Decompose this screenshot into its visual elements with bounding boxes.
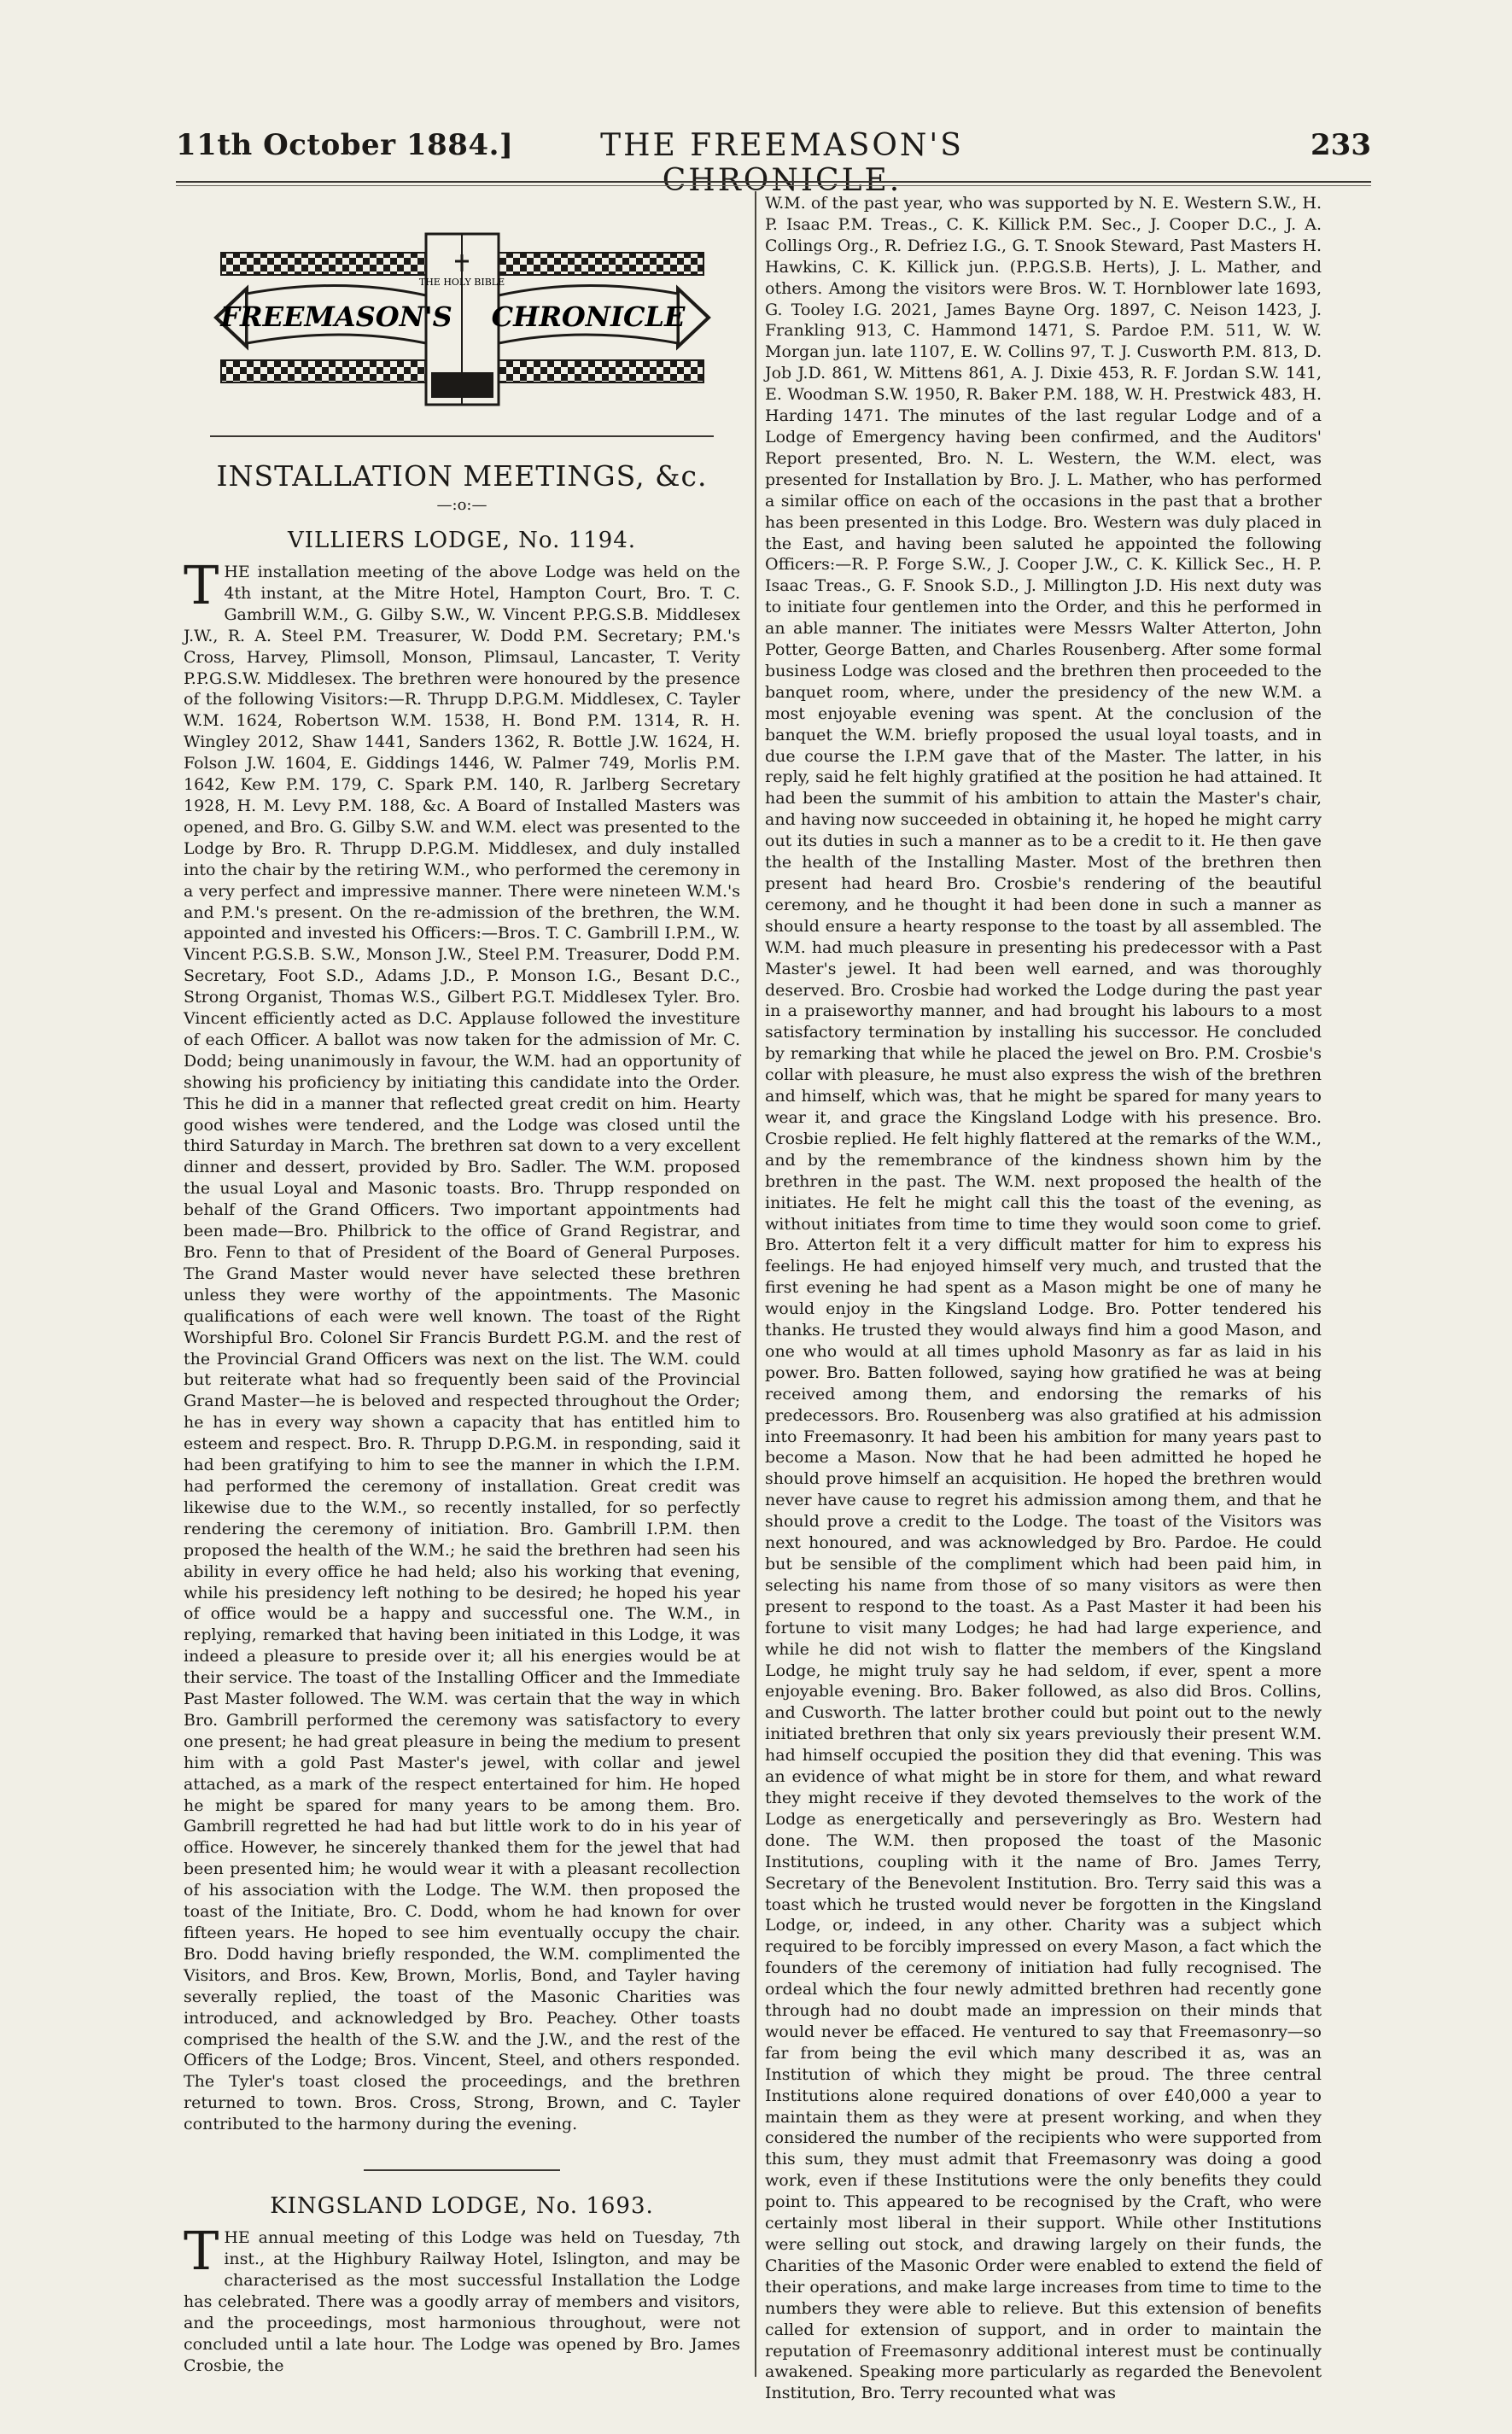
page-header: [176, 128, 1371, 198]
left-column: [184, 193, 740, 2376]
bible-label: THE HOLY BIBLE: [418, 277, 505, 288]
masthead-logo: [213, 217, 712, 422]
article-text: HE annual meeting of this Lodge was held on Tuesday, 7th inst., at the Highbury Railway Hotel, Islington, and may be characterised as the most successful Installation the Lodge has celebrated. There was a goodly array of members and visitors, and the proceedings, most harmonious throughout, were not concluded until a late hour. The Lodge was opened by Bro. James Crosbie, the: [184, 2228, 740, 2375]
article-body-continued: W.M. of the past year, who was supported by N. E. Western S.W., H. P. Isaac P.M. Treas., C. K. Killick P.M. Sec., J. Cooper D.C., J. A. Collings Org., R. Defriez I.G., G. T. Snook Steward, Past Masters H. Hawkins, C. K. Killick jun. (P.P.G.S.B. Herts), J. L. Mather, and others. Among the visitors were Bros. W. T. Hornblower late 1693, G. Tooley I.G. 2021, James Bayne Org. 1897, C. Neison 1423, J. Frankling 913, C. Hammond 1471, S. Pardoe P.M. 511, W. W. Morgan jun. late 1107, E. W. Collins 97, T. J. Cusworth P.M. 813, D. Job J.D. 861, W. Mittens 861, A. J. Dixie 453, R. F. Jordan S.W. 141, E. Woodman S.W. 1950, R. Baker P.M. 188, W. H. Prestwick 483, H. Harding 1471. The minutes of the last regular Lodge and of a Lodge of Emergency having been confirmed, and the Auditors' Report presented, Bro. N. L. Western, the W.M. elect, was presented for Installation by Bro. J. L. Mather, who has performed a similar office on each of the occasions in the past that a brother has been presented in this Lodge. Bro. Western was duly placed in the East, and having been saluted he appointed the following Officers:—R. P. Forge S.W., J. Cooper J.W., C. K. Killick Sec., H. P. Isaac Treas., G. F. Snook S.D., J. Millington J.D. His next duty was to initiate four gentlemen into the Order, and this he performed in an able manner. The initiates were Messrs Walter Atterton, John Potter, George Batten, and Charles Rousenberg. After some formal business Lodge was closed and the brethren then proceeded to the banquet room, where, under the presidency of the new W.M. a most enjoyable evening was spent. At the conclusion of the banquet the W.M. briefly proposed the usual loyal toasts, and in due course the I.P.M gave that of the Master. The latter, in his reply, said he felt highly gratified at the position he had attained. It had been the summit of his ambition to attain the Master's chair, and having now succeeded in obtaining it, he hoped he might carry out its duties in such a manner as to be a credit to it. He then gave the health of the Installing Master. Most of the brethren then present had heard Bro. Crosbie's rendering of the beautiful ceremony, and he thought it had been done in such a manner as should ensure a hearty response to the toast by all assembled. The W.M. had much pleasure in presenting his predecessor with a Past Master's jewel. It had been well earned, and was thoroughly deserved. Bro. Crosbie had worked the Lodge during the past year in a praiseworthy manner, and had brought his labours to a most satisfactory termination by installing his successor. He concluded by remarking that while he placed the jewel on Bro. P.M. Crosbie's collar with pleasure, he must also express the wish of the brethren and himself, which was, that he might be spared for many years to wear it, and grace the Kingsland Lodge with his presence. Bro. Crosbie replied. He felt highly flattered at the remarks of the W.M., and by the remembrance of the kindness shown him by the brethren in the past. The W.M. next proposed the health of the initiates. He felt he might call this the toast of the evening, as without initiates from time to time they would soon come to grief. Bro. Atterton felt it a very difficult matter for him to express his feelings. He had enjoyed himself very much, and trusted that the first evening he had spent as a Mason might be one of many he would enjoy in the Kingsland Lodge. Bro. Potter tendered his thanks. He trusted they would always find him a good Mason, and one who would at all times uphold Masonry as far as laid in his power. Bro. Batten followed, saying how gratified he was at being received among them, and endorsing the remarks of his predecessors. Bro. Rousenberg was also gratified at his admission into Freemasonry. It had been his ambition for many years past to become a Mason. Now that he had been admitted he hoped he should prove himself an acquisition. He hoped the brethren would never have cause to regret his admission among them, and that he should prove a credit to the Lodge. The toast of the Visitors was next honoured, and was acknowledged by Bro. Pardoe. He could but be sensible of the compliment which had been paid him, in selecting his name from those of so many visitors as were then present to respond to the toast. As a Past Master it had been his fortune to visit many Lodges; he had had large experience, and while he did not wish to flatter the members of the Kingsland Lodge, he might truly say he had seldom, if ever, spent a more enjoyable evening. Bro. Baker followed, as also did Bros. Collins, and Cusworth. The latter brother could but point out to the newly initiated brethren that only six years previously their present W.M. had himself occupied the position they did that evening. This was an evidence of what might be in store for them, and what reward they might receive if they devoted themselves to the work of the Lodge as energetically and perseveringly as Bro. Western had done. The W.M. then proposed the toast of the Masonic Institutions, coupling with it the name of Bro. James Terry, Secretary of the Benevolent Institution. Bro. Terry said this was a toast which he trusted would never be forgotten in the Kingsland Lodge, or, indeed, in any other. Charity was a subject which required to be forcibly impressed on every Mason, a fact which the founders of the ceremony of initiation had fully recognised. The ordeal which the four newly admitted brethren had recently gone through had no doubt made an impression on their minds that would never be effaced. He ventured to say that Freemasonry—so far from being the evil which many described it as, was an Institution of which they might be proud. The three central Institutions alone required donations of over £40,000 a year to maintain them as they were at present working, and when they considered the number of the recipients who were supported from this sum, they must admit that Freemasonry was doing a good work, even if these Institutions were the only benefits they could point to. This appeared to be recognised by the Craft, who were certainly most liberal in their support. While other Institutions were selling out stock, and drawing largely on their funds, the Charities of the Masonic Order were enabled to extend the field of their operations, and make large increases from time to time to the numbers they were able to relieve. But this extension of benefits called for extension of support, and in order to maintain the reputation of Freemasonry additional interest must be continually awakened. Speaking more particularly as regarded the Benevolent Institution, Bro. Terry recounted what was: [765, 194, 1322, 2403]
article-heading: VILLIERS LODGE, No. 1194.: [287, 528, 637, 553]
article-heading: KINGSLAND LODGE, No. 1693.: [270, 2193, 654, 2220]
masthead-word-chronicle: CHRONICLE: [491, 301, 685, 333]
drop-cap: T: [184, 554, 219, 616]
page-number: 233: [1311, 128, 1371, 162]
article-body: [184, 2220, 740, 2376]
article-separator-rule: [364, 2169, 560, 2171]
masthead-rule: [210, 435, 714, 437]
drop-cap: T: [184, 2220, 219, 2283]
header-rule-thin: [176, 185, 1371, 186]
article-text: HE installation meeting of the above Lodge was held on the 4th instant, at the Mitre Hotel, Hampton Court, Bro. T. C. Gambrill W.M., G. Gilby S.W., W. Vincent P.P.G.S.B. Middlesex J.W., R. A. Steel P.M. Treasurer, W. Dodd P.M. Secretary; P.M.'s Cross, Harvey, Plimsoll, Monson, Plimsaul, Lancaster, T. Verity P.P.G.S.W. Middlesex. The brethren were honoured by the presence of the following Visitors:—R. Thrupp D.P.G.M. Middlesex, C. Tayler W.M. 1624, Robertson W.M. 1538, H. Bond P.M. 1314, R. H. Wingley 2012, Shaw 1441, Sanders 1362, R. Bottle J.W. 1624, H. Folson J.W. 1604, E. Giddings 1446, W. Palmer 749, Morlis P.M. 1642, Kew P.M. 179, C. Spark P.M. 140, R. Jarlberg Secretary 1928, H. M. Levy P.M. 188, &c. A Board of Installed Masters was opened, and Bro. G. Gilby S.W. and W.M. elect was presented to the Lodge by Bro. R. Thrupp D.P.G.M. Middlesex, and duly installed into the chair by the retiring W.M., who performed the ceremony in a very perfect and impressive manner. There were nineteen W.M.'s and P.M.'s present. On the re-admission of the brethren, the W.M. appointed and invested his Officers:—Bros. T. C. Gambrill I.P.M., W. Vincent P.G.S.B. S.W., Monson J.W., Steel P.M. Treasurer, Dodd P.M. Secretary, Foot S.D., Adams J.D., P. Monson I.G., Besant D.C., Strong Organist, Thomas W.S., Gilbert P.G.T. Middlesex Tyler. Bro. Vincent efficiently acted as D.C. Applause followed the investiture of each Officer. A ballot was now taken for the admission of Mr. C. Dodd; being unanimously in favour, the W.M. had an opportunity of showing his proficiency by initiating this candidate into the Order. This he did in a manner that reflected great credit on him. Hearty good wishes were tendered, and the Lodge was closed until the third Saturday in March. The brethren sat down to a very excellent dinner and dessert, provided by Bro. Sadler. The W.M. proposed the usual Loyal and Masonic toasts. Bro. Thrupp responded on behalf of the Grand Officers. Two important appointments had been made—Bro. Philbrick to the office of Grand Registrar, and Bro. Fenn to that of President of the Board of General Purposes. The Grand Master would never have selected these brethren unless they were worthy of the appointments. The Masonic qualifications of each were well known. The toast of the Right Worshipful Bro. Colonel Sir Francis Burdett P.G.M. and the rest of the Provincial Grand Officers was next on the list. The W.M. could but reiterate what had so frequently been said of the Provincial Grand Master—he is beloved and respected throughout the Order; he has in every way shown a capacity that has entitled him to esteem and respect. Bro. R. Thrupp D.P.G.M. in responding, said it had been gratifying to him to see the manner in which the I.P.M. had performed the ceremony of installation. Great credit was likewise due to the W.M., so recently installed, for so perfectly rendering the ceremony of initiation. Bro. Gambrill I.P.M. then proposed the health of the W.M.; he said the brethren had seen his ability in every office he had held; also his working that evening, while his presidency left nothing to be desired; he hoped his year of office would be a happy and successful one. The W.M., in replying, remarked that having been initiated in this Lodge, it was indeed a pleasure to preside over it; all his energies would be at their service. The toast of the Installing Officer and the Immediate Past Master followed. The W.M. was certain that the way in which Bro. Gambrill performed the ceremony was satisfactory to every one present; he had great pleasure in being the medium to present him with a gold Past Master's jewel, with collar and jewel attached, as a mark of the respect entertained for him. He hoped he might be spared for many years to be among them. Bro. Gambrill regretted he had had but little work to do in his year of office. However, he sincerely thanked them for the jewel that had been presented him; he would wear it with a pleasant recollection of his association with the Lodge. The W.M. then proposed the toast of the Initiate, Bro. C. Dodd, whom he had known for over fifteen years. He hoped to see him eventually occupy the chair. Bro. Dodd having briefly responded, the W.M. complimented the Visitors, and Bros. Kew, Brown, Morlis, Bond, and Tayler having severally replied, the toast of the Masonic Charities was introduced, and acknowledged by Bro. Peachey. Other toasts comprised the health of the S.W. and the J.W., and the rest of the Officers of the Lodge; Bros. Vincent, Steel, and others responded. The Tyler's toast closed the proceedings, and the brethren returned to town. Bros. Cross, Strong, Brown, and C. Tayler contributed to the harmony during the evening.: [184, 563, 740, 2134]
column-divider: [755, 191, 756, 2377]
article-body: [184, 554, 740, 2135]
section-heading: INSTALLATION MEETINGS, &c.: [216, 459, 708, 493]
header-rule: [176, 181, 1371, 183]
publication-title: THE FREEMASON'S CHRONICLE.: [600, 128, 964, 198]
right-column: [765, 193, 1322, 2404]
issue-date: 11th October 1884.]: [176, 128, 514, 162]
section-separator: —:o:—: [436, 496, 487, 514]
masthead-word-freemasons: FREEMASON'S: [219, 301, 452, 333]
